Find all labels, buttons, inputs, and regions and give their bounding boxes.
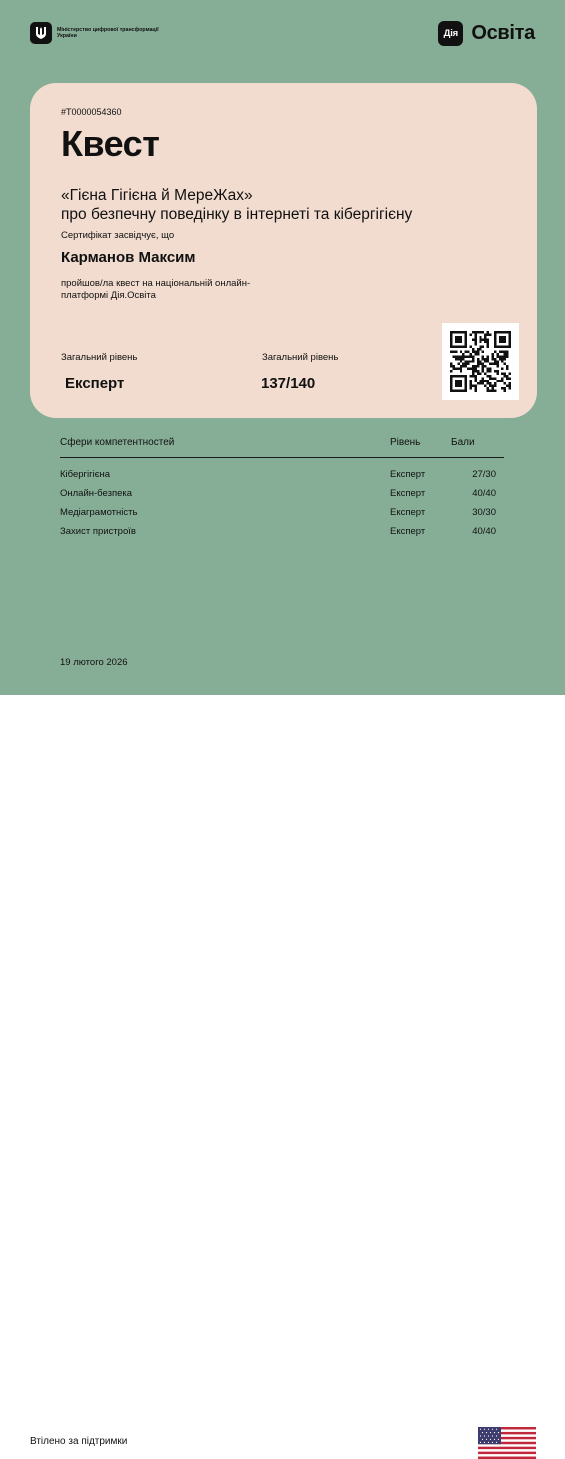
competencies-table	[60, 437, 504, 545]
us-flag-icon	[478, 1427, 536, 1459]
ministry-name: Міністерство цифрової трансформації України	[57, 26, 159, 39]
header-area: Сфери компетентностей	[60, 437, 175, 448]
table-body	[60, 469, 504, 545]
certificate-id: #T0000054360	[61, 107, 122, 117]
footer	[0, 695, 565, 1447]
holder-name: Карманов Максим	[61, 249, 196, 266]
qr-code-icon	[442, 323, 519, 400]
row-level: Експерт	[390, 469, 426, 480]
support-text: Втілено за підтримки	[30, 1436, 128, 1447]
row-level: Експерт	[390, 526, 426, 537]
table-row	[60, 488, 504, 507]
row-area: Кібергігієна	[60, 469, 111, 480]
row-area: Медіаграмотність	[60, 507, 138, 518]
table-row	[60, 469, 504, 488]
row-score: 30/30	[472, 507, 496, 518]
row-level: Експерт	[390, 507, 426, 518]
certificate-page	[0, 0, 565, 695]
passed-text: пройшов/ла квест на національній онлайн-платформі Дія.Освіта	[61, 278, 251, 301]
certificate-card	[30, 83, 537, 418]
trident-icon	[30, 22, 52, 44]
ministry-logo	[30, 22, 167, 44]
quest-name: «Гієна Гігієна й МереЖах»	[61, 187, 253, 204]
header-score: Бали	[451, 437, 475, 448]
certificate-type: Квест	[61, 123, 160, 164]
table-row	[60, 507, 504, 526]
level-value: Експерт	[65, 375, 125, 392]
row-area: Онлайн-безпека	[60, 488, 133, 499]
diia-osvita-logo	[438, 21, 535, 46]
row-score: 40/40	[472, 488, 496, 499]
score-label: Загальний рівень	[262, 352, 339, 363]
row-level: Експерт	[390, 488, 426, 499]
issue-date: 19 лютого 2026	[60, 657, 128, 668]
row-score: 40/40	[472, 526, 496, 537]
row-score: 27/30	[472, 469, 496, 480]
level-label: Загальний рівень	[61, 352, 138, 363]
row-area: Захист пристроїв	[60, 526, 136, 537]
header-level: Рівень	[390, 437, 421, 448]
table-header	[60, 437, 504, 458]
brand-name: Освіта	[471, 22, 535, 44]
certifies-text: Сертифікат засвідчує, що	[61, 230, 175, 241]
diia-badge: Дія	[438, 21, 463, 46]
score-value: 137/140	[261, 375, 316, 392]
quest-description: про безпечну поведінку в інтернеті та кібергігієну	[61, 206, 413, 223]
table-row	[60, 526, 504, 545]
